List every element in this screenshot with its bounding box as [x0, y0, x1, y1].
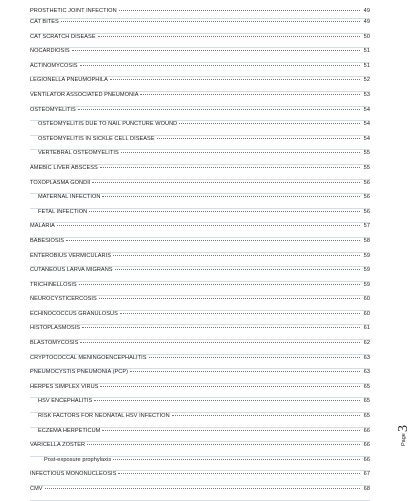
- toc-entry-label: CMV: [30, 486, 43, 492]
- toc-entry[interactable]: [30, 486, 370, 501]
- toc-entry-label: Post-exposure prophylaxis: [44, 456, 112, 463]
- toc-entry-page: 59: [363, 252, 370, 259]
- toc-entry[interactable]: [30, 457, 370, 472]
- toc-entry-label: BABESIOSIS: [30, 237, 65, 244]
- toc-entry-label: ECZEMA HERPETICUM: [38, 427, 101, 434]
- toc-entry-label: OSTEOMYELITIS DUE TO NAIL PUNCTURE WOUND: [38, 121, 178, 128]
- toc-entry-label: AMEBIC LIVER ABSCESS: [30, 164, 98, 171]
- toc-entry-page: 66: [363, 427, 370, 434]
- toc-entry[interactable]: [30, 194, 370, 209]
- page-number: 3: [396, 425, 411, 433]
- toc-entry-label: NEUROCYSTICERCOSIS: [30, 296, 97, 303]
- toc-dot-leader: [157, 138, 360, 139]
- toc-entry[interactable]: [30, 165, 370, 180]
- toc-dot-leader: [120, 313, 360, 314]
- toc-entry-page: 54: [363, 106, 370, 113]
- toc-entry-label: TOXOPLASMA GONDII: [30, 179, 91, 186]
- table-of-contents: [30, 8, 370, 501]
- toc-entry-page: 65: [363, 413, 370, 420]
- toc-entry-label: FETAL INFECTION: [38, 208, 88, 215]
- toc-dot-leader: [87, 444, 360, 445]
- toc-entry[interactable]: [30, 325, 370, 340]
- toc-entry-label: PROSTHETIC JOINT INFECTION: [30, 8, 117, 14]
- toc-dot-leader: [172, 415, 360, 416]
- toc-entry-label: ENTEROBIUS VERMICULARIS: [30, 252, 112, 259]
- toc-entry-page: 51: [363, 48, 370, 55]
- toc-entry[interactable]: [30, 413, 370, 428]
- toc-dot-leader: [115, 269, 360, 270]
- toc-entry-label: BLASTOMYCOSIS: [30, 340, 79, 347]
- toc-entry-page: 67: [363, 471, 370, 478]
- toc-dot-leader: [80, 65, 360, 66]
- toc-entry-page: 52: [363, 77, 370, 84]
- toc-entry-page: 60: [363, 310, 370, 317]
- toc-dot-leader: [99, 298, 360, 299]
- page-number-footer: [396, 425, 412, 446]
- toc-entry[interactable]: [30, 48, 370, 63]
- toc-entry-page: 60: [363, 296, 370, 303]
- toc-entry[interactable]: [30, 355, 370, 370]
- toc-entry[interactable]: [30, 180, 370, 195]
- toc-dot-leader: [78, 109, 360, 110]
- toc-entry-page: 53: [363, 91, 370, 98]
- toc-dot-leader: [140, 94, 360, 95]
- toc-entry-page: 49: [363, 19, 370, 25]
- toc-dot-leader: [102, 430, 360, 431]
- toc-entry-label: INFECTIOUS MONONUCLEOSIS: [30, 471, 117, 478]
- toc-entry-label: MALARIA: [30, 223, 55, 230]
- toc-entry-page: 65: [363, 383, 370, 390]
- page-word: Page: [401, 433, 407, 446]
- toc-entry-label: PNEUMOCYSTIS PNEUMONIA (PCP): [30, 369, 129, 376]
- toc-entry-label: NOCARDIOSIS: [30, 48, 70, 55]
- toc-entry-label: CAT SCRATCH DISEASE: [30, 33, 96, 40]
- toc-entry[interactable]: [30, 296, 370, 311]
- toc-entry[interactable]: [30, 223, 370, 238]
- toc-entry-page: 54: [363, 121, 370, 128]
- toc-entry[interactable]: [30, 428, 370, 443]
- toc-entry[interactable]: [30, 442, 370, 457]
- toc-entry[interactable]: [30, 340, 370, 355]
- toc-entry[interactable]: [30, 384, 370, 399]
- toc-entry-page: 59: [363, 267, 370, 274]
- toc-entry-label: VARICELLA ZOSTER: [30, 442, 86, 449]
- toc-entry-page: 49: [363, 8, 370, 14]
- toc-entry[interactable]: [30, 136, 370, 151]
- toc-entry-label: TRICHINELLOSIS: [30, 281, 77, 288]
- toc-dot-leader: [179, 123, 360, 124]
- toc-dot-leader: [82, 327, 360, 328]
- toc-entry-label: ACTINOMYCOSIS: [30, 62, 78, 69]
- toc-entry-page: 62: [363, 340, 370, 347]
- toc-entry-label: RISK FACTORS FOR NEONATAL HSV INFECTION: [38, 413, 170, 420]
- toc-dot-leader: [45, 488, 360, 489]
- toc-entry[interactable]: [30, 92, 370, 107]
- toc-entry-page: 66: [363, 442, 370, 449]
- toc-dot-leader: [79, 284, 360, 285]
- toc-entry-page: 50: [363, 33, 370, 40]
- toc-dot-leader: [72, 50, 360, 51]
- toc-entry-label: LEGIONELLA PNEUMOPHILA: [30, 77, 108, 84]
- toc-dot-leader: [100, 167, 360, 168]
- toc-entry-page: 63: [363, 354, 370, 361]
- toc-dot-leader: [80, 342, 360, 343]
- toc-entry-page: 56: [363, 194, 370, 201]
- toc-entry-page: 55: [363, 150, 370, 157]
- toc-dot-leader: [149, 357, 360, 358]
- toc-dot-leader: [89, 211, 360, 212]
- toc-entry[interactable]: [30, 398, 370, 413]
- toc-entry-page: 59: [363, 281, 370, 288]
- toc-entry[interactable]: [30, 282, 370, 297]
- toc-entry-label: MATERNAL INFECTION: [38, 194, 101, 201]
- toc-dot-leader: [57, 225, 360, 226]
- toc-entry[interactable]: [30, 34, 370, 49]
- toc-entry-page: 56: [363, 179, 370, 186]
- toc-entry-label: OSTEOMYELITIS IN SICKLE CELL DISEASE: [38, 135, 155, 142]
- toc-dot-leader: [61, 21, 360, 22]
- toc-entry-page: 63: [363, 369, 370, 376]
- toc-entry[interactable]: [30, 369, 370, 384]
- toc-entry[interactable]: [30, 150, 370, 165]
- toc-dot-leader: [118, 473, 360, 474]
- toc-dot-leader: [94, 400, 360, 401]
- toc-dot-leader: [119, 10, 360, 11]
- toc-dot-leader: [110, 79, 360, 80]
- toc-entry-label: CAT BITES: [30, 19, 59, 25]
- toc-entry[interactable]: [30, 311, 370, 326]
- toc-entry-page: 58: [363, 237, 370, 244]
- toc-dot-leader: [98, 36, 360, 37]
- toc-entry-label: CRYPTOCOCCAL MENINGOENCEPHALITIS: [30, 354, 147, 361]
- toc-entry[interactable]: [30, 77, 370, 92]
- toc-dot-leader: [113, 459, 360, 460]
- toc-entry-page: 68: [363, 486, 370, 492]
- toc-entry-page: 65: [363, 398, 370, 405]
- toc-entry-page: 61: [363, 325, 370, 332]
- toc-entry-label: VERTEBRAL OSTEOMYELITIS: [38, 150, 119, 157]
- toc-entry-label: HISTOPLASMOSIS: [30, 325, 81, 332]
- toc-entry-page: 56: [363, 208, 370, 215]
- toc-entry[interactable]: [30, 19, 370, 34]
- toc-dot-leader: [121, 152, 360, 153]
- toc-entry-label: VENTILATOR ASSOCIATED PNEUMONIA: [30, 91, 139, 98]
- toc-entry-page: 51: [363, 62, 370, 69]
- toc-entry[interactable]: [30, 8, 370, 19]
- toc-entry[interactable]: [30, 238, 370, 253]
- toc-entry-page: 54: [363, 135, 370, 142]
- toc-entry[interactable]: [30, 121, 370, 136]
- toc-entry-label: HSV ENCEPHALITIS: [38, 398, 93, 405]
- toc-entry-label: OSTEOMYELITIS: [30, 106, 76, 113]
- toc-entry-label: CUTANEOUS LARVA MIGRANS: [30, 267, 113, 274]
- toc-entry-page: 57: [363, 223, 370, 230]
- toc-entry[interactable]: [30, 267, 370, 282]
- toc-entry-page: 55: [363, 164, 370, 171]
- toc-entry[interactable]: [30, 63, 370, 78]
- toc-entry-label: ECHINOCOCCUS GRANULOSUS: [30, 310, 118, 317]
- toc-dot-leader: [92, 182, 360, 183]
- toc-dot-leader: [102, 196, 360, 197]
- toc-entry[interactable]: [30, 107, 370, 122]
- toc-dot-leader: [113, 255, 360, 256]
- toc-dot-leader: [66, 240, 360, 241]
- toc-dot-leader: [100, 386, 360, 387]
- toc-entry-label: HERPES SIMPLEX VIRUS: [30, 383, 99, 390]
- toc-entry-page: 66: [363, 456, 370, 463]
- toc-entry[interactable]: [30, 471, 370, 486]
- toc-entry[interactable]: [30, 253, 370, 268]
- toc-entry[interactable]: [30, 209, 370, 224]
- toc-dot-leader: [130, 371, 360, 372]
